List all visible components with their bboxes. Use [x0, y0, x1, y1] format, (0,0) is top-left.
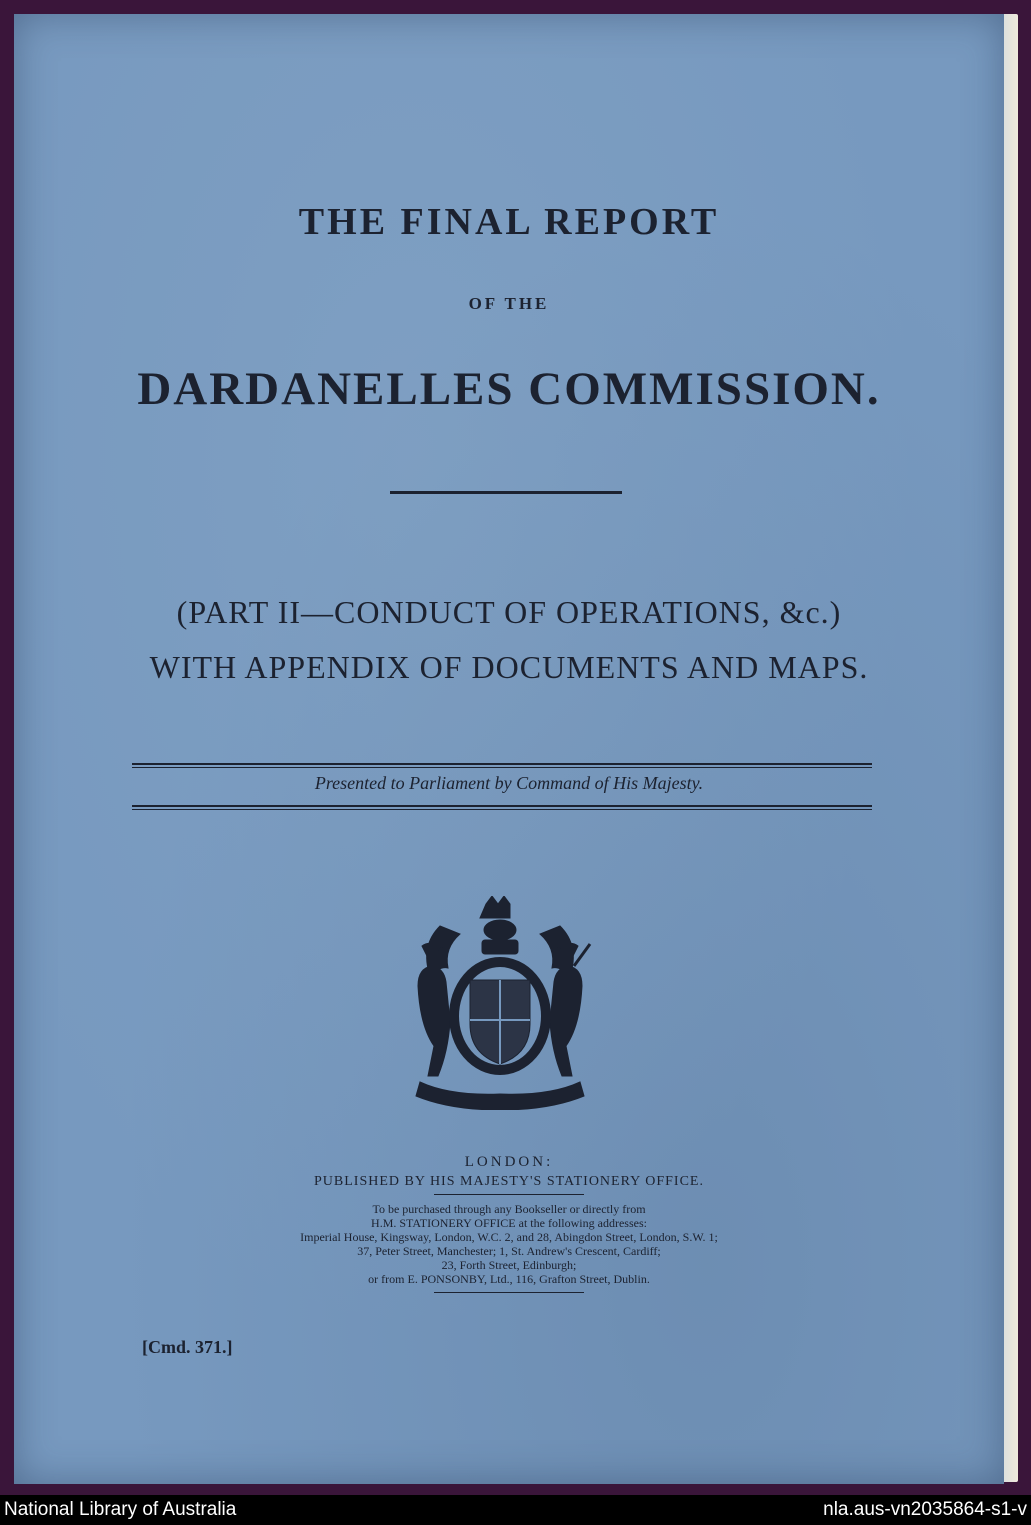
royal-coat-of-arms-icon	[400, 896, 600, 1110]
imprint-place: LONDON:	[464, 1154, 554, 1170]
imprint-line-4: 37, Peter Street, Manchester; 1, St. Andrew's Crescent, Cardiff;	[357, 1244, 661, 1258]
divider-top-thin	[132, 767, 872, 768]
command-number: [Cmd. 371.]	[142, 1337, 233, 1357]
imprint-divider-bottom	[434, 1292, 584, 1293]
footer-identifier: nla.aus-vn2035864-s1-v	[823, 1499, 1027, 1520]
imprint-line-2: H.M. STATIONERY OFFICE at the following addresses:	[371, 1216, 647, 1230]
imprint-line-5: 23, Forth Street, Edinburgh;	[441, 1258, 577, 1272]
book-cover	[14, 14, 1004, 1484]
subtitle-line-1: (PART II—CONDUCT OF OPERATIONS, &c.)	[176, 594, 842, 630]
divider-bottom	[132, 805, 872, 807]
divider-top	[132, 763, 872, 765]
title-line-1: THE FINAL REPORT	[298, 201, 720, 243]
imprint-line-3: Imperial House, Kingsway, London, W.C. 2, and 28, Abingdon Street, London, S.W. 1;	[300, 1230, 718, 1244]
presented-line: Presented to Parliament by Command of His Majesty.	[314, 773, 704, 793]
divider-short	[390, 491, 622, 494]
imprint-line-6: or from E. PONSONBY, Ltd., 116, Grafton Street, Dublin.	[368, 1272, 650, 1286]
imprint-publisher: PUBLISHED BY HIS MAJESTY'S STATIONERY OFFICE.	[314, 1174, 704, 1189]
imprint-line-1: To be purchased through any Bookseller or directly from	[372, 1202, 646, 1216]
footer-bar	[0, 1495, 1031, 1525]
title-line-3: DARDANELLES COMMISSION.	[137, 363, 881, 415]
footer-credit: National Library of Australia	[4, 1499, 237, 1520]
divider-bottom-thin	[132, 809, 872, 810]
title-line-2: OF THE	[468, 294, 550, 313]
imprint-divider-top	[434, 1194, 584, 1195]
subtitle-line-2: WITH APPENDIX OF DOCUMENTS AND MAPS.	[149, 649, 869, 685]
